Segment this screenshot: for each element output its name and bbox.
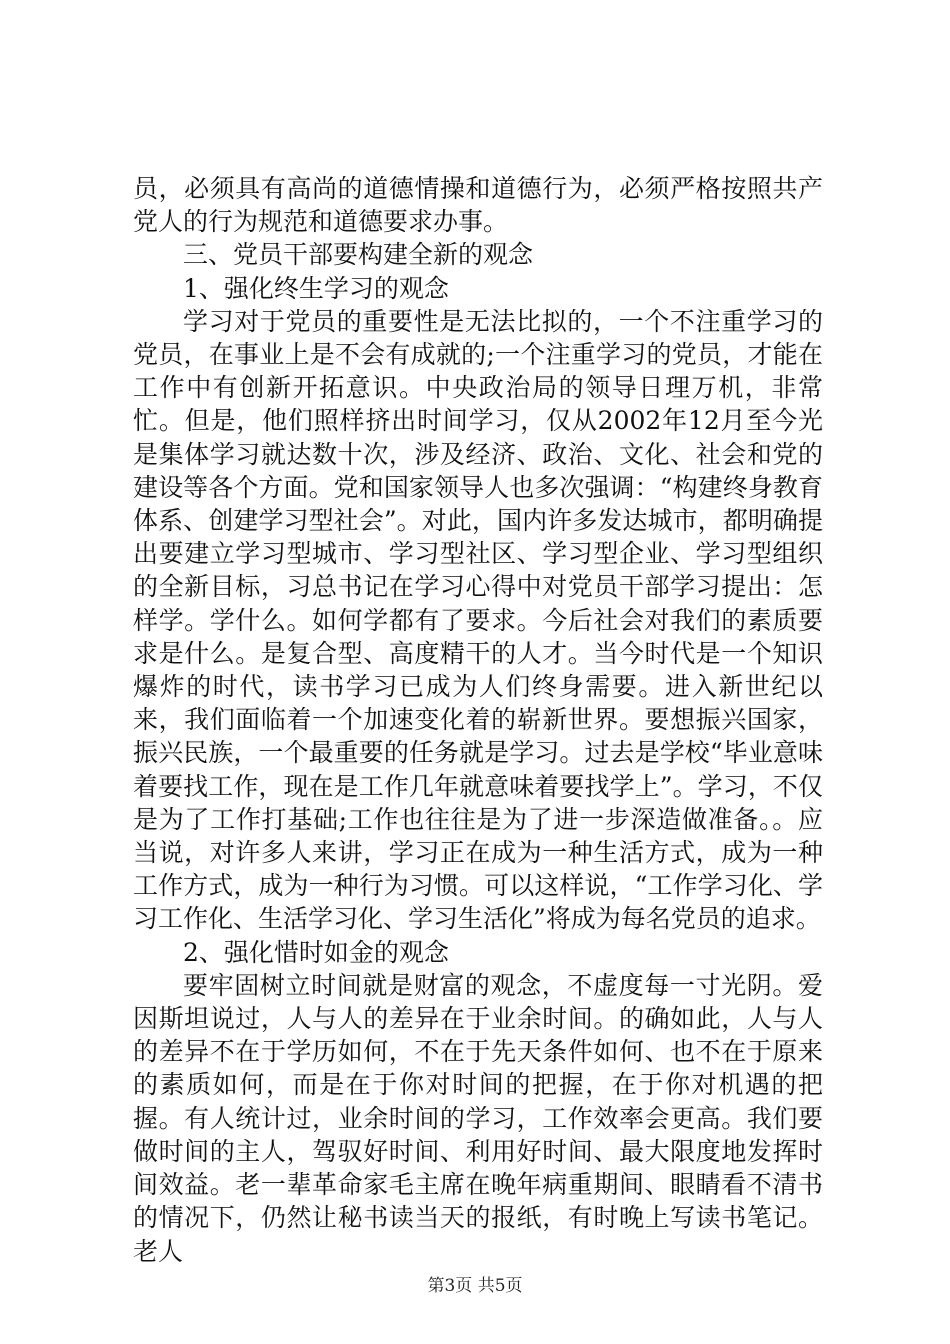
body-text	[133, 172, 823, 1268]
paragraph-learning: 学习对于党员的重要性是无法比拟的，一个不注重学习的党员，在事业上是不会有成就的;一个注重学习的党员，才能在工作中有创新开拓意识。中央政治局的领导日理万机，非常忙。但是，他们照样挤出时间学习，仅从2002年12月至今光是集体学习就达数十次，涉及经济、政治、文化、社会和党的建设等各个方面。党和国家领导人也多次强调：“构建终身教育体系、创建学习型社会”。对此，国内许多发达城市，都明确提出要建立学习型城市、学习型社区、学习型企业、学习型组织的全新目标，习总书记在学习心得中对党员干部学习提出：怎样学。学什么。如何学都有了要求。今后社会对我们的素质要求是什么。是复合型、高度精干的人才。当今时代是一个知识爆炸的时代，读书学习已成为人们终身需要。进入新世纪以来，我们面临着一个加速变化着的崭新世界。要想振兴国家，振兴民族，一个最重要的任务就是学习。过去是学校“毕业意味着要找工作，现在是工作几年就意味着要找学上”。学习，不仅是为了工作打基础;工作也往往是为了进一步深造做准备。。应当说，对许多人来讲，学习正在成为一种生活方式，成为一种工作方式，成为一种行为习惯。可以这样说，“工作学习化、学习工作化、生活学习化、学习生活化”将成为每名党员的追求。	[133, 306, 823, 934]
section-heading: 三、党员干部要构建全新的观念	[183, 240, 534, 270]
subsection-heading-1: 1、强化终生学习的观念	[183, 273, 449, 303]
paragraph-time: 要牢固树立时间就是财富的观念，不虚度每一寸光阴。爱因斯坦说过，人与人的差异在于业余时间。的确如此，人与人的差异不在于学历如何，不在于先天条件如何、也不在于原来的素质如何，而是在于你对时间的把握，在于你对机遇的把握。有人统计过，业余时间的学习，工作效率会更高。我们要做时间的主人，驾驭好时间、利用好时间、最大限度地发挥时间效益。老一辈革命家毛主席在晚年病重期间、眼睛看不清书的情况下，仍然让秘书读当天的报纸，有时晚上写读书笔记。老人	[133, 970, 823, 1266]
page-number-footer: 第3页 共5页	[427, 1276, 523, 1296]
paragraph-continued: 员，必须具有高尚的道德情操和道德行为，必须严格按照共产党人的行为规范和道德要求办事。	[133, 174, 823, 237]
subsection-heading-2: 2、强化惜时如金的观念	[183, 937, 449, 967]
